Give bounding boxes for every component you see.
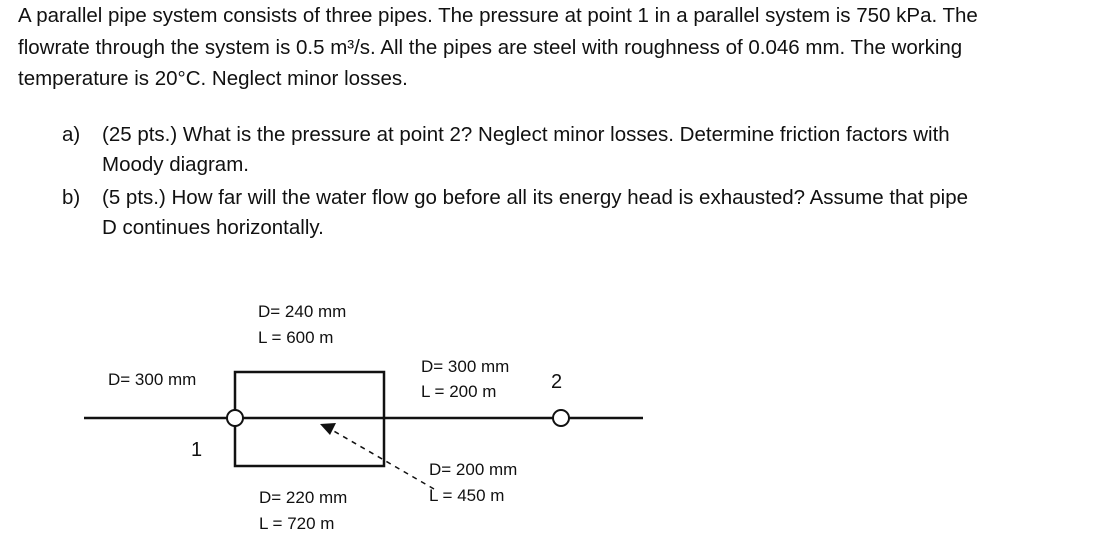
question-b-line-2: D continues horizontally. bbox=[102, 216, 324, 239]
upper-pipe-diameter-label: D= 240 mm bbox=[258, 302, 347, 321]
lower-pipe-length-label: L = 720 m bbox=[259, 514, 335, 533]
question-a-line-2: Moody diagram. bbox=[102, 153, 249, 176]
problem-statement-line-1: A parallel pipe system consists of three pipes. The pressure at point 1 in a parallel system is 750 kPa. The bbox=[18, 4, 978, 27]
question-b-marker: b) bbox=[62, 186, 81, 209]
question-a-line-1: (25 pts.) What is the pressure at point 2? Neglect minor losses. Determine friction factors with bbox=[102, 123, 950, 146]
question-a-marker: a) bbox=[62, 123, 81, 146]
inlet-pipe-diameter-label: D= 300 mm bbox=[108, 370, 197, 389]
branch-pipe-diameter-label: D= 200 mm bbox=[429, 460, 518, 479]
branch-pipe-length-label: L = 450 m bbox=[429, 486, 505, 505]
outlet-pipe-length-label: L = 200 m bbox=[421, 382, 497, 401]
flow-arrow-icon bbox=[320, 423, 336, 435]
node-point-2 bbox=[553, 410, 569, 426]
problem-statement-line-3: temperature is 20°C. Neglect minor losses. bbox=[18, 67, 408, 90]
problem-statement-line-2: flowrate through the system is 0.5 m³/s. All the pipes are steel with roughness of 0.046 mm. The working bbox=[18, 35, 963, 59]
lower-pipe-diameter-label: D= 220 mm bbox=[259, 488, 348, 507]
outlet-pipe-diameter-label: D= 300 mm bbox=[421, 357, 510, 376]
point-1-label: 1 bbox=[191, 439, 203, 461]
question-b-line-1: (5 pts.) How far will the water flow go before all its energy head is exhausted? Assume that pipe bbox=[102, 186, 969, 209]
upper-pipe-length-label: L = 600 m bbox=[258, 328, 334, 347]
point-2-label: 2 bbox=[551, 371, 563, 393]
node-point-1 bbox=[227, 410, 243, 426]
